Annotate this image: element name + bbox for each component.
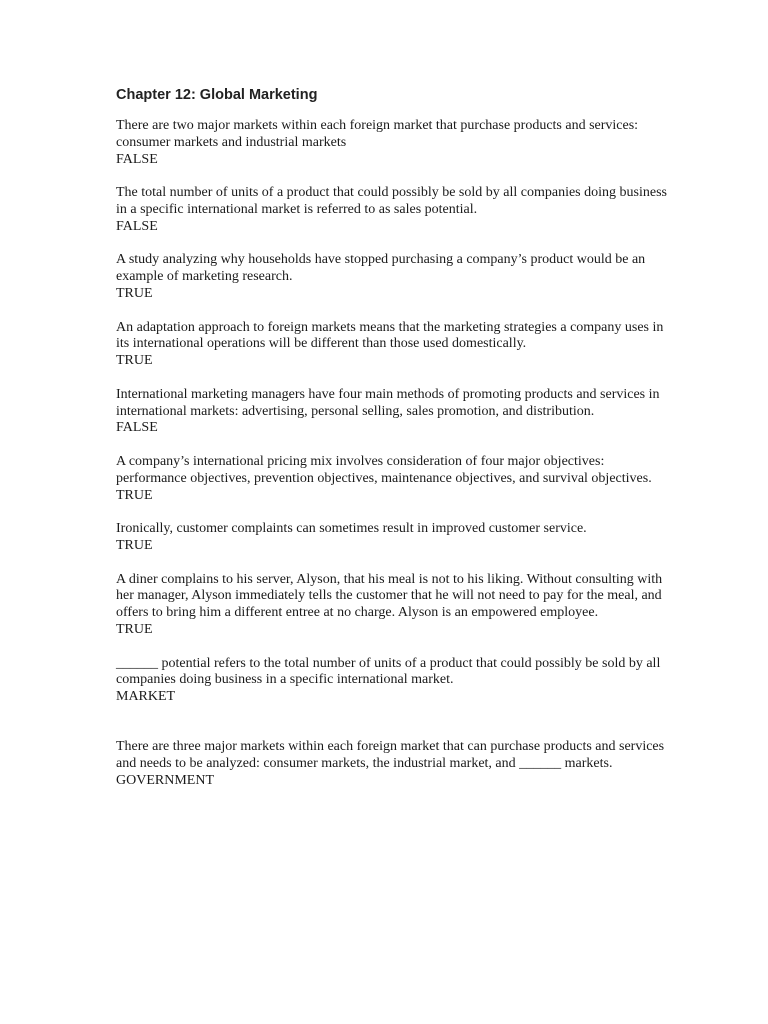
question-text: Ironically, customer complaints can sometimes result in improved customer service.	[116, 521, 587, 537]
answer-text: TRUE	[116, 353, 153, 369]
question-text: The total number of units of a product that could possibly be sold by all companies doing business in a specific international market is referred to as sales potential.	[116, 185, 667, 217]
answer-text: FALSE	[116, 151, 158, 167]
question-text: ______ potential refers to the total number of units of a product that could possibly be sold by all companies doing business in a specific international market.	[116, 655, 661, 688]
answer-text: FALSE	[116, 420, 158, 436]
qa-item	[116, 739, 676, 789]
qa-item	[116, 118, 676, 168]
qa-item	[116, 185, 676, 235]
answer-text: GOVERNMENT	[116, 773, 214, 789]
qa-item	[116, 521, 676, 555]
answer-text: TRUE	[116, 487, 153, 503]
answer-text: MARKET	[116, 689, 176, 705]
chapter-title: Chapter 12: Global Marketing	[116, 87, 318, 103]
question-text: A diner complains to his server, Alyson, that his meal is not to his liking. Without consulting with her manager, Alyson immediately tells the customer that he will not need to pay for the meal, and offers to bring him a different entree at no charge. Alyson is an empowered employee.	[116, 571, 663, 621]
answer-text: FALSE	[116, 218, 158, 234]
question-text: A company’s international pricing mix involves consideration of four major objectives: performance objectives, prevention objectives, maintenance objectives, and survival objectives.	[116, 453, 652, 486]
question-text: International marketing managers have four main methods of promoting products and services in international markets: advertising, personal selling, sales promotion, and distribution.	[116, 386, 660, 419]
qa-item	[116, 656, 676, 706]
answer-text: TRUE	[116, 537, 153, 553]
qa-item	[116, 252, 676, 302]
question-text: An adaptation approach to foreign markets means that the marketing strategies a company uses in its international operations will be different than those used domestically.	[116, 319, 664, 352]
qa-item	[116, 387, 676, 437]
document-page	[116, 85, 676, 807]
answer-text: TRUE	[116, 285, 153, 301]
answer-text: TRUE	[116, 621, 153, 637]
question-text: A study analyzing why households have stopped purchasing a company’s product would be an example of marketing research.	[116, 252, 646, 285]
question-text: There are three major markets within each foreign market that can purchase products and services and needs to be analyzed: consumer markets, the industrial market, and ______ markets.	[116, 739, 665, 772]
qa-item	[116, 572, 676, 639]
qa-item	[116, 320, 676, 370]
question-text: There are two major markets within each foreign market that purchase products and services: consumer markets and industrial markets	[116, 118, 639, 150]
qa-item	[116, 454, 676, 504]
